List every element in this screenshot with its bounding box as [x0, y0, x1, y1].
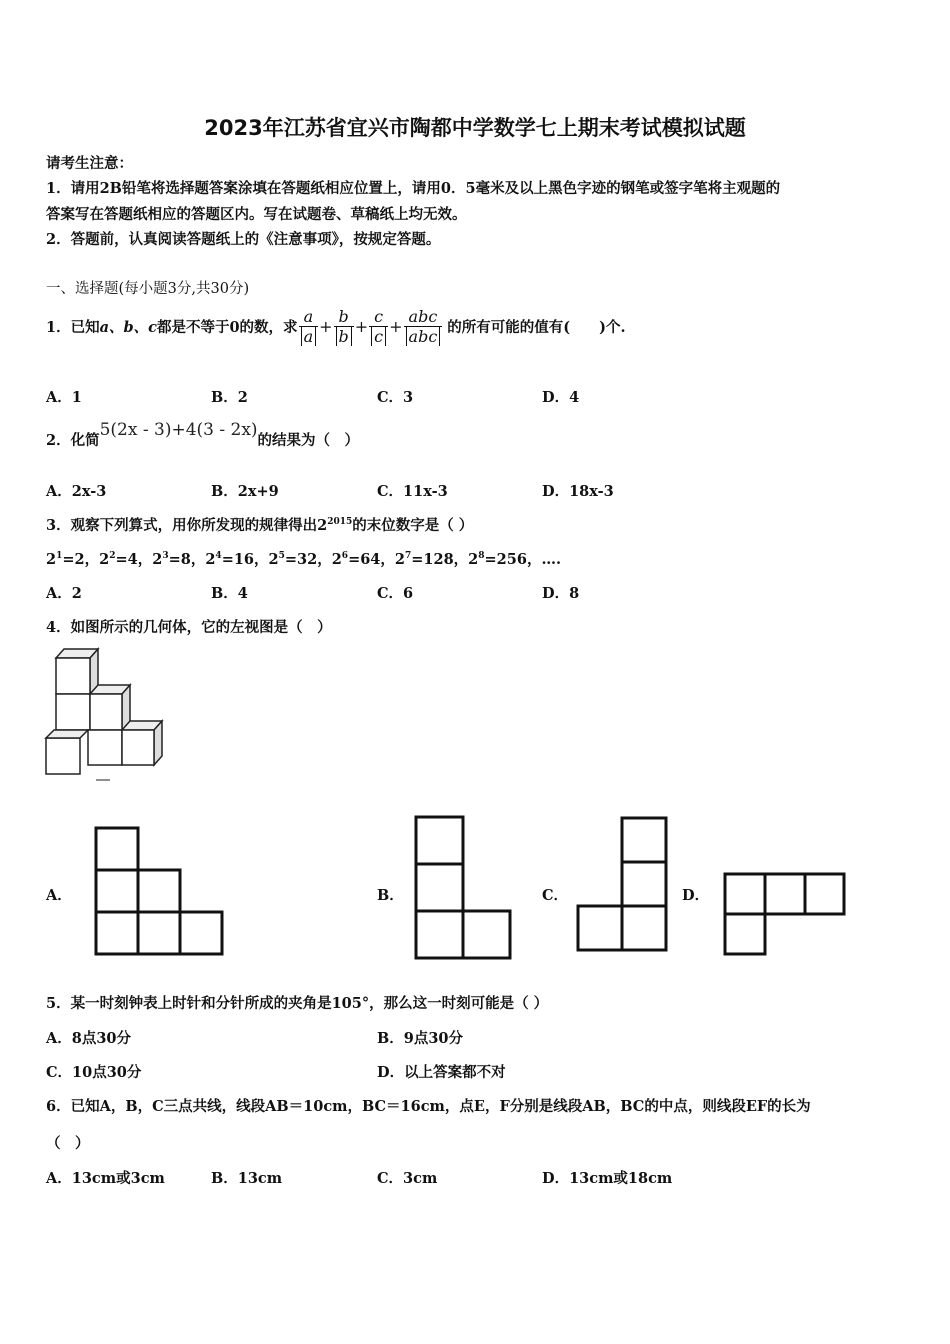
question-4: 4．如图所示的几何体，它的左视图是（ ）	[46, 619, 332, 636]
q2-option-b[interactable]: B．2x+9	[211, 483, 279, 500]
q3-power: $2^8=256$，….	[468, 551, 561, 568]
q2-option-d[interactable]: D．18x-3	[542, 483, 614, 500]
q3-text-prefix: 3．观察下列算式，用你所发现的规律得出	[46, 517, 318, 534]
section-heading: 一、选择题(每小题3分,共30分)	[46, 281, 250, 297]
q3-power: $2^6=64$，	[331, 551, 395, 568]
q1-vars: a、b、c	[99, 318, 157, 336]
q3-base: 2	[317, 517, 328, 534]
q1-mid: 都是不等于0的数，求	[156, 318, 298, 336]
q3-powers-list	[46, 548, 561, 569]
notice-item-1-line-2: 答案写在答题纸相应的答题区内。写在试题卷、草稿纸上均无效。	[46, 206, 467, 223]
question-1	[46, 298, 626, 354]
question-3	[46, 514, 473, 535]
q2-prefix: 2．化简	[46, 431, 100, 449]
q3-power: $2^1=2$，	[46, 551, 100, 568]
q2-option-a[interactable]: A．2x-3	[46, 483, 107, 500]
q3-option-a[interactable]: A．2	[46, 585, 82, 602]
q4-option-d-label[interactable]: D．	[682, 887, 710, 904]
notice-heading: 请考生注意：	[46, 155, 133, 172]
q1-fraction-a: $\frac{a}{a}$	[299, 307, 319, 346]
question-6-line-1: 6．已知A，B，C三点共线，线段AB＝10cm，BC＝16cm，点E，F分别是线段AB，BC的中点，则线段EF的长为	[46, 1098, 811, 1115]
q3-exponent: 2015	[327, 517, 353, 528]
q3-power: $2^3=8$，	[152, 551, 206, 568]
q2-expression: 5(2x - 3)+4(3 - 2x)	[99, 420, 258, 440]
q3-text-suffix: 的末位数字是（ ）	[352, 517, 474, 534]
q6-option-d[interactable]: D．13cm或18cm	[542, 1170, 673, 1187]
q4-option-b-figure[interactable]	[414, 815, 512, 960]
question-5: 5．某一时刻钟表上时针和分针所成的夹角是105°，那么这一时刻可能是（ ）	[46, 995, 549, 1012]
q4-option-c-figure[interactable]	[576, 816, 668, 953]
q1-fraction-c: $\frac{c}{c}$	[369, 307, 388, 346]
page-title: 2023年江苏省宜兴市陶都中学数学七上期末考试模拟试题	[204, 116, 746, 140]
q1-prefix: 1．已知	[46, 318, 100, 336]
q1-option-c[interactable]: C．3	[377, 389, 414, 406]
q3-power: $2^5=32$，	[268, 551, 332, 568]
q5-option-c[interactable]: C．10点30分	[46, 1064, 142, 1081]
question-6-line-2: （ ）	[46, 1135, 90, 1152]
q4-option-a-label[interactable]: A．	[46, 887, 72, 904]
q6-option-b[interactable]: B．13cm	[211, 1170, 283, 1187]
q1-plus-2: +	[354, 316, 369, 336]
q4-solid-figure	[44, 646, 168, 780]
q1-suffix: 的所有可能的值有( )个.	[447, 318, 626, 336]
q4-option-b-label[interactable]: B．	[377, 887, 404, 904]
q4-option-c-label[interactable]: C．	[542, 887, 569, 904]
q4-option-d-figure[interactable]	[723, 872, 846, 956]
q1-option-d[interactable]: D．4	[542, 389, 580, 406]
q5-option-d[interactable]: D．以上答案都不对	[377, 1064, 506, 1081]
q3-power: $2^7=128$，	[394, 551, 469, 568]
q6-option-a[interactable]: A．13cm或3cm	[46, 1170, 165, 1187]
q2-suffix: 的结果为（ ）	[257, 431, 360, 449]
q5-option-a[interactable]: A．8点30分	[46, 1030, 132, 1047]
q3-power: $2^4=16$，	[205, 551, 269, 568]
q3-option-d[interactable]: D．8	[542, 585, 580, 602]
q4-option-a-figure[interactable]	[94, 826, 224, 956]
notice-item-2: 2．答题前，认真阅读答题纸上的《注意事项》，按规定答题。	[46, 231, 441, 248]
q1-plus-1: +	[319, 316, 333, 336]
q1-fraction-b: $\frac{b}{b}$	[334, 307, 354, 346]
q3-option-b[interactable]: B．4	[211, 585, 248, 602]
q1-option-b[interactable]: B．2	[211, 389, 248, 406]
q1-option-a[interactable]: A．1	[46, 389, 82, 406]
q6-option-c[interactable]: C．3cm	[377, 1170, 438, 1187]
question-2	[46, 421, 359, 457]
q5-option-b[interactable]: B．9点30分	[377, 1030, 464, 1047]
q3-power: $2^2=4$，	[99, 551, 153, 568]
notice-item-1-line-1: 1．请用2B铅笔将选择题答案涂填在答题纸相应位置上，请用0．5毫米及以上黑色字迹的钢笔或签字笔将主观题的	[46, 180, 781, 197]
q1-plus-3: +	[389, 316, 403, 336]
q3-option-c[interactable]: C．6	[377, 585, 414, 602]
q2-option-c[interactable]: C．11x-3	[377, 483, 448, 500]
q1-fraction-abc: $\frac{\text{abc}}{\text{abc}}$	[404, 307, 443, 346]
